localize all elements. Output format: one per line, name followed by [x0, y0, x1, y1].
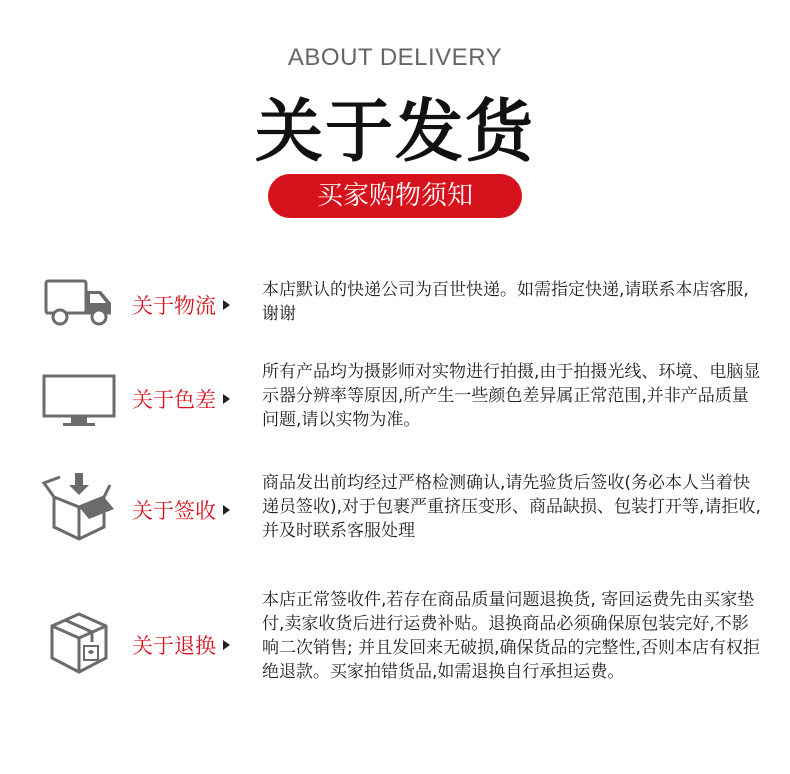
section-color [0, 360, 790, 450]
section-label: 关于签收 [132, 495, 230, 525]
section-label: 关于物流 [132, 290, 230, 320]
truck-icon [38, 262, 120, 344]
page-title: 关于发货 [254, 92, 535, 172]
open-box-icon [38, 465, 120, 547]
section-sign [0, 465, 790, 555]
arrow-right-icon [223, 640, 230, 650]
subtitle-english: ABOUT DELIVERY [287, 44, 503, 71]
arrow-right-icon [223, 505, 230, 515]
section-text: 商品发出前均经过严格检测确认,请先验货后签收(务必本人当着快递员签收),对于包裹严重挤压变形、商品缺损、包装打开等,请拒收,并及时联系客服处理 [262, 473, 761, 541]
page-header [0, 0, 790, 230]
section-text: 本店正常签收件,若存在商品质量问题退换货, 寄回运费先由买家垫付,卖家收货后进行运费补贴。退换商品必须确保原包装完好,不影响二次销售; 并且发回来无破损,确保货品的完整性,否则本店有权拒绝退款。买家拍错货品,如需退换自行承担运费。 [262, 590, 760, 682]
section-label: 关于退换 [132, 630, 230, 660]
arrow-right-icon [223, 300, 230, 310]
package-icon [38, 602, 120, 684]
section-label: 关于色差 [132, 384, 230, 414]
section-text: 本店默认的快递公司为百世快递。如需指定快递,请联系本店客服,谢谢 [262, 280, 749, 324]
section-text: 所有产品均为摄影师对实物进行拍摄,由于拍摄光线、环境、电脑显示器分辨率等原因,所产生一些颜色差异属正常范围,并非产品质量问题,请以实物为准。 [262, 362, 761, 430]
arrow-right-icon [223, 394, 230, 404]
section-logistics [0, 262, 790, 342]
monitor-icon [38, 360, 120, 442]
section-returns [0, 588, 790, 718]
notice-badge: 买家购物须知 [268, 174, 522, 218]
